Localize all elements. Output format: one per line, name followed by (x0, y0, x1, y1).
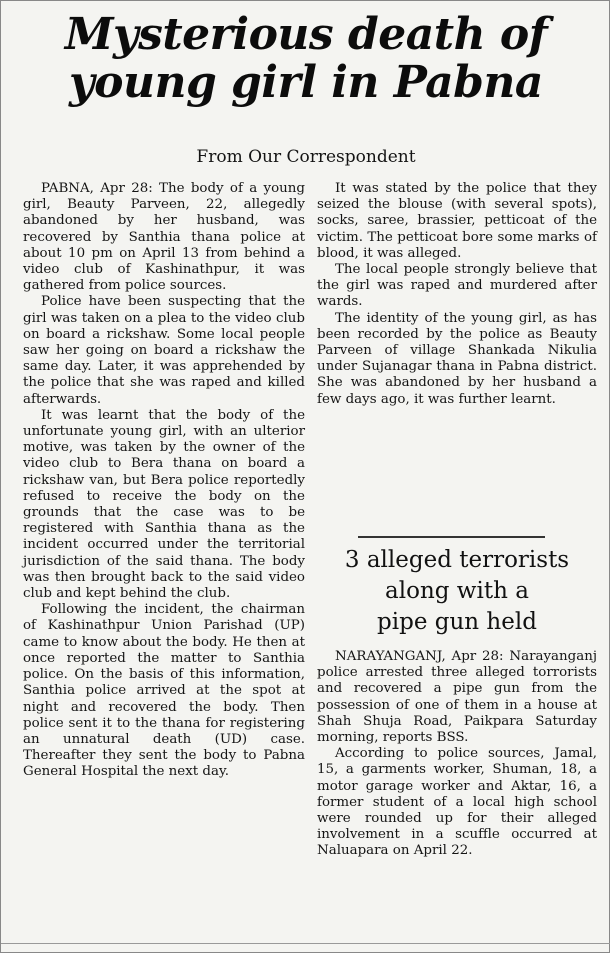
headline (1, 11, 610, 107)
paragraph: PABNA, Apr 28: The body of a young girl, Beauty Parveen, 22, allegedly abandoned by her husband, was recovered by Santhia thana police at about 10 pm on April 13 from behind a video club of Kashinathpur, it was gathered from police sources. (23, 181, 305, 294)
paragraph: It was stated by the police that they seized the blouse (with several spots), socks, saree, brassier, petticoat of the victim. The petticoat bore some marks of blood, it was alleged. (317, 181, 597, 261)
article-divider (358, 536, 545, 538)
second-article-body (317, 649, 597, 860)
paragraph: The identity of the young girl, as has been recorded by the police as Beauty Parveen of village Shankada Nikulia under Sujanagar thana in Pabna district. She was abandoned by her husband a few days ago, it was further learnt. (317, 310, 597, 407)
byline: From Our Correspondent (196, 147, 416, 167)
paragraph: NARAYANGANJ, Apr 28: Narayanganj police arrested three alleged torrorists and recovered a pipe gun from the possession of one of them in a house at Shah Shuja Road, Paikpara Saturday morning, reports BSS. (317, 649, 597, 746)
paragraph: Police have been suspecting that the girl was taken on a plea to the video club on board a rickshaw. Some local people saw her going on board a rickshaw the same day. Later, it was apprehended by the police that she was raped and killed afterwards. (23, 294, 305, 407)
second-headline-line-3: pipe gun held (377, 609, 537, 635)
headline-line-1: Mysterious death of (64, 9, 548, 60)
article-column-2 (317, 181, 597, 408)
headline-line-2: young girl in Pabna (69, 57, 543, 108)
second-headline-line-1: 3 alleged terrorists (344, 547, 570, 573)
paragraph: Following the incident, the chairman of Kashinathpur Union Parishad (UP) came to know about the body. He then at once reported the matter to Santhia police. On the basis of this information, Santhia police arrived at the spot at night and recovered the body. Then police sent it to the thana for registering an unnatural death (UD) case. Thereafter they sent the body to Pabna General Hospital the next day. (23, 602, 305, 780)
article-column-1 (23, 181, 305, 781)
paragraph: It was learnt that the body of the unfortunate young girl, with an ulterior motive, was taken by the owner of the video club to Bera thana on board a rickshaw van, but Bera police reportedly refused to receive the body on the grounds that the case was to be registered with Santhia thana as the incident occurred under the territorial jurisdiction of the said thana. The body was then brought back to the said video club and kept behind the club. (23, 407, 305, 602)
paragraph: According to police sources, Jamal, 15, a garments worker, Shuman, 18, a motor garage worker and Aktar, 16, a former student of a local high school were rounded up for their alleged involvement in a scuffle occurred at Naluapara on April 22. (317, 746, 597, 859)
second-headline (317, 545, 597, 638)
paragraph: The local people strongly believe that the girl was raped and murdered after wards. (317, 262, 597, 310)
second-headline-line-2: along with a (385, 578, 529, 604)
bottom-rule (1, 943, 610, 944)
